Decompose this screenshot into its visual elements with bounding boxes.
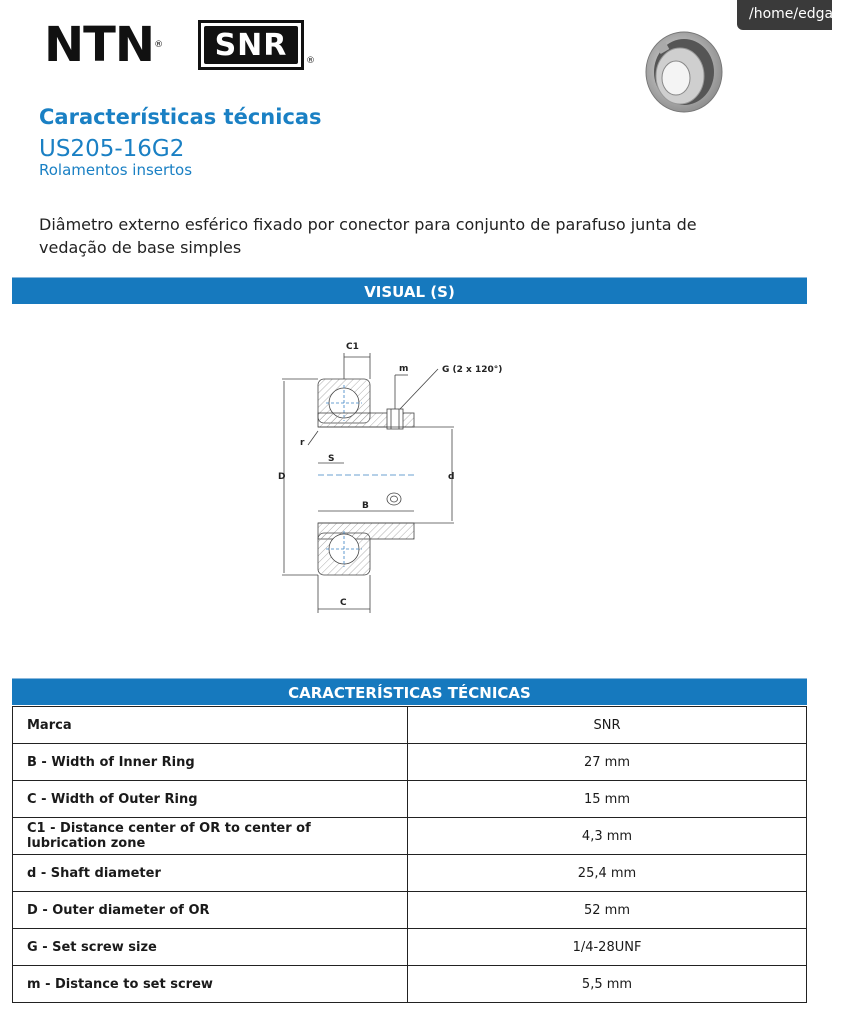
snr-logo-text: SNR (204, 26, 298, 64)
table-row (13, 781, 807, 818)
spec-key: d - Shaft diameter (13, 855, 408, 892)
product-category-link[interactable]: Rolamentos insertos (39, 161, 193, 179)
spec-value: 27 mm (408, 744, 807, 781)
visual-section-bar: VISUAL (S) (12, 277, 807, 304)
table-row (13, 818, 807, 855)
spec-value: 1/4-28UNF (408, 929, 807, 966)
label-g: G (2 x 120°) (442, 365, 503, 375)
label-d-outer: D (278, 472, 286, 482)
brand-logos (44, 18, 344, 74)
ntn-logo-text: NTN (44, 17, 155, 73)
table-row (13, 744, 807, 781)
label-d-shaft: d (448, 472, 455, 482)
spec-value: 52 mm (408, 892, 807, 929)
label-c1: C1 (346, 342, 359, 352)
label-b: B (362, 501, 369, 511)
specs-table (12, 706, 807, 1003)
page-title: Características técnicas (39, 105, 322, 129)
label-s: S (328, 454, 335, 464)
spec-value: SNR (408, 707, 807, 744)
table-row (13, 929, 807, 966)
label-m: m (399, 364, 409, 374)
spec-key: C - Width of Outer Ring (13, 781, 408, 818)
product-code: US205-16G2 (39, 136, 185, 162)
table-row (13, 892, 807, 929)
spec-value: 4,3 mm (408, 818, 807, 855)
spec-key: m - Distance to set screw (13, 966, 408, 1003)
label-r: r (300, 438, 305, 448)
spec-key: B - Width of Inner Ring (13, 744, 408, 781)
ntn-reg-mark: ® (154, 40, 163, 50)
bearing-product-image (640, 26, 724, 114)
spec-value: 25,4 mm (408, 855, 807, 892)
spec-key: D - Outer diameter of OR (13, 892, 408, 929)
path-tooltip: /home/edgar/ (737, 0, 832, 30)
ntn-logo (44, 17, 163, 73)
spec-value: 5,5 mm (408, 966, 807, 1003)
table-row (13, 966, 807, 1003)
snr-reg-mark: ® (306, 56, 315, 66)
table-row (13, 855, 807, 892)
bearing-technical-drawing (270, 335, 510, 620)
snr-logo (198, 20, 304, 70)
spec-key: G - Set screw size (13, 929, 408, 966)
spec-value: 15 mm (408, 781, 807, 818)
spec-key: C1 - Distance center of OR to center of lubrication zone (13, 818, 408, 855)
spec-key: Marca (13, 707, 408, 744)
table-row (13, 707, 807, 744)
label-c: C (340, 598, 347, 608)
product-description: Diâmetro externo esférico fixado por conector para conjunto de parafuso junta de vedação de base simples (39, 215, 697, 257)
specs-section-bar: CARACTERÍSTICAS TÉCNICAS (12, 678, 807, 705)
